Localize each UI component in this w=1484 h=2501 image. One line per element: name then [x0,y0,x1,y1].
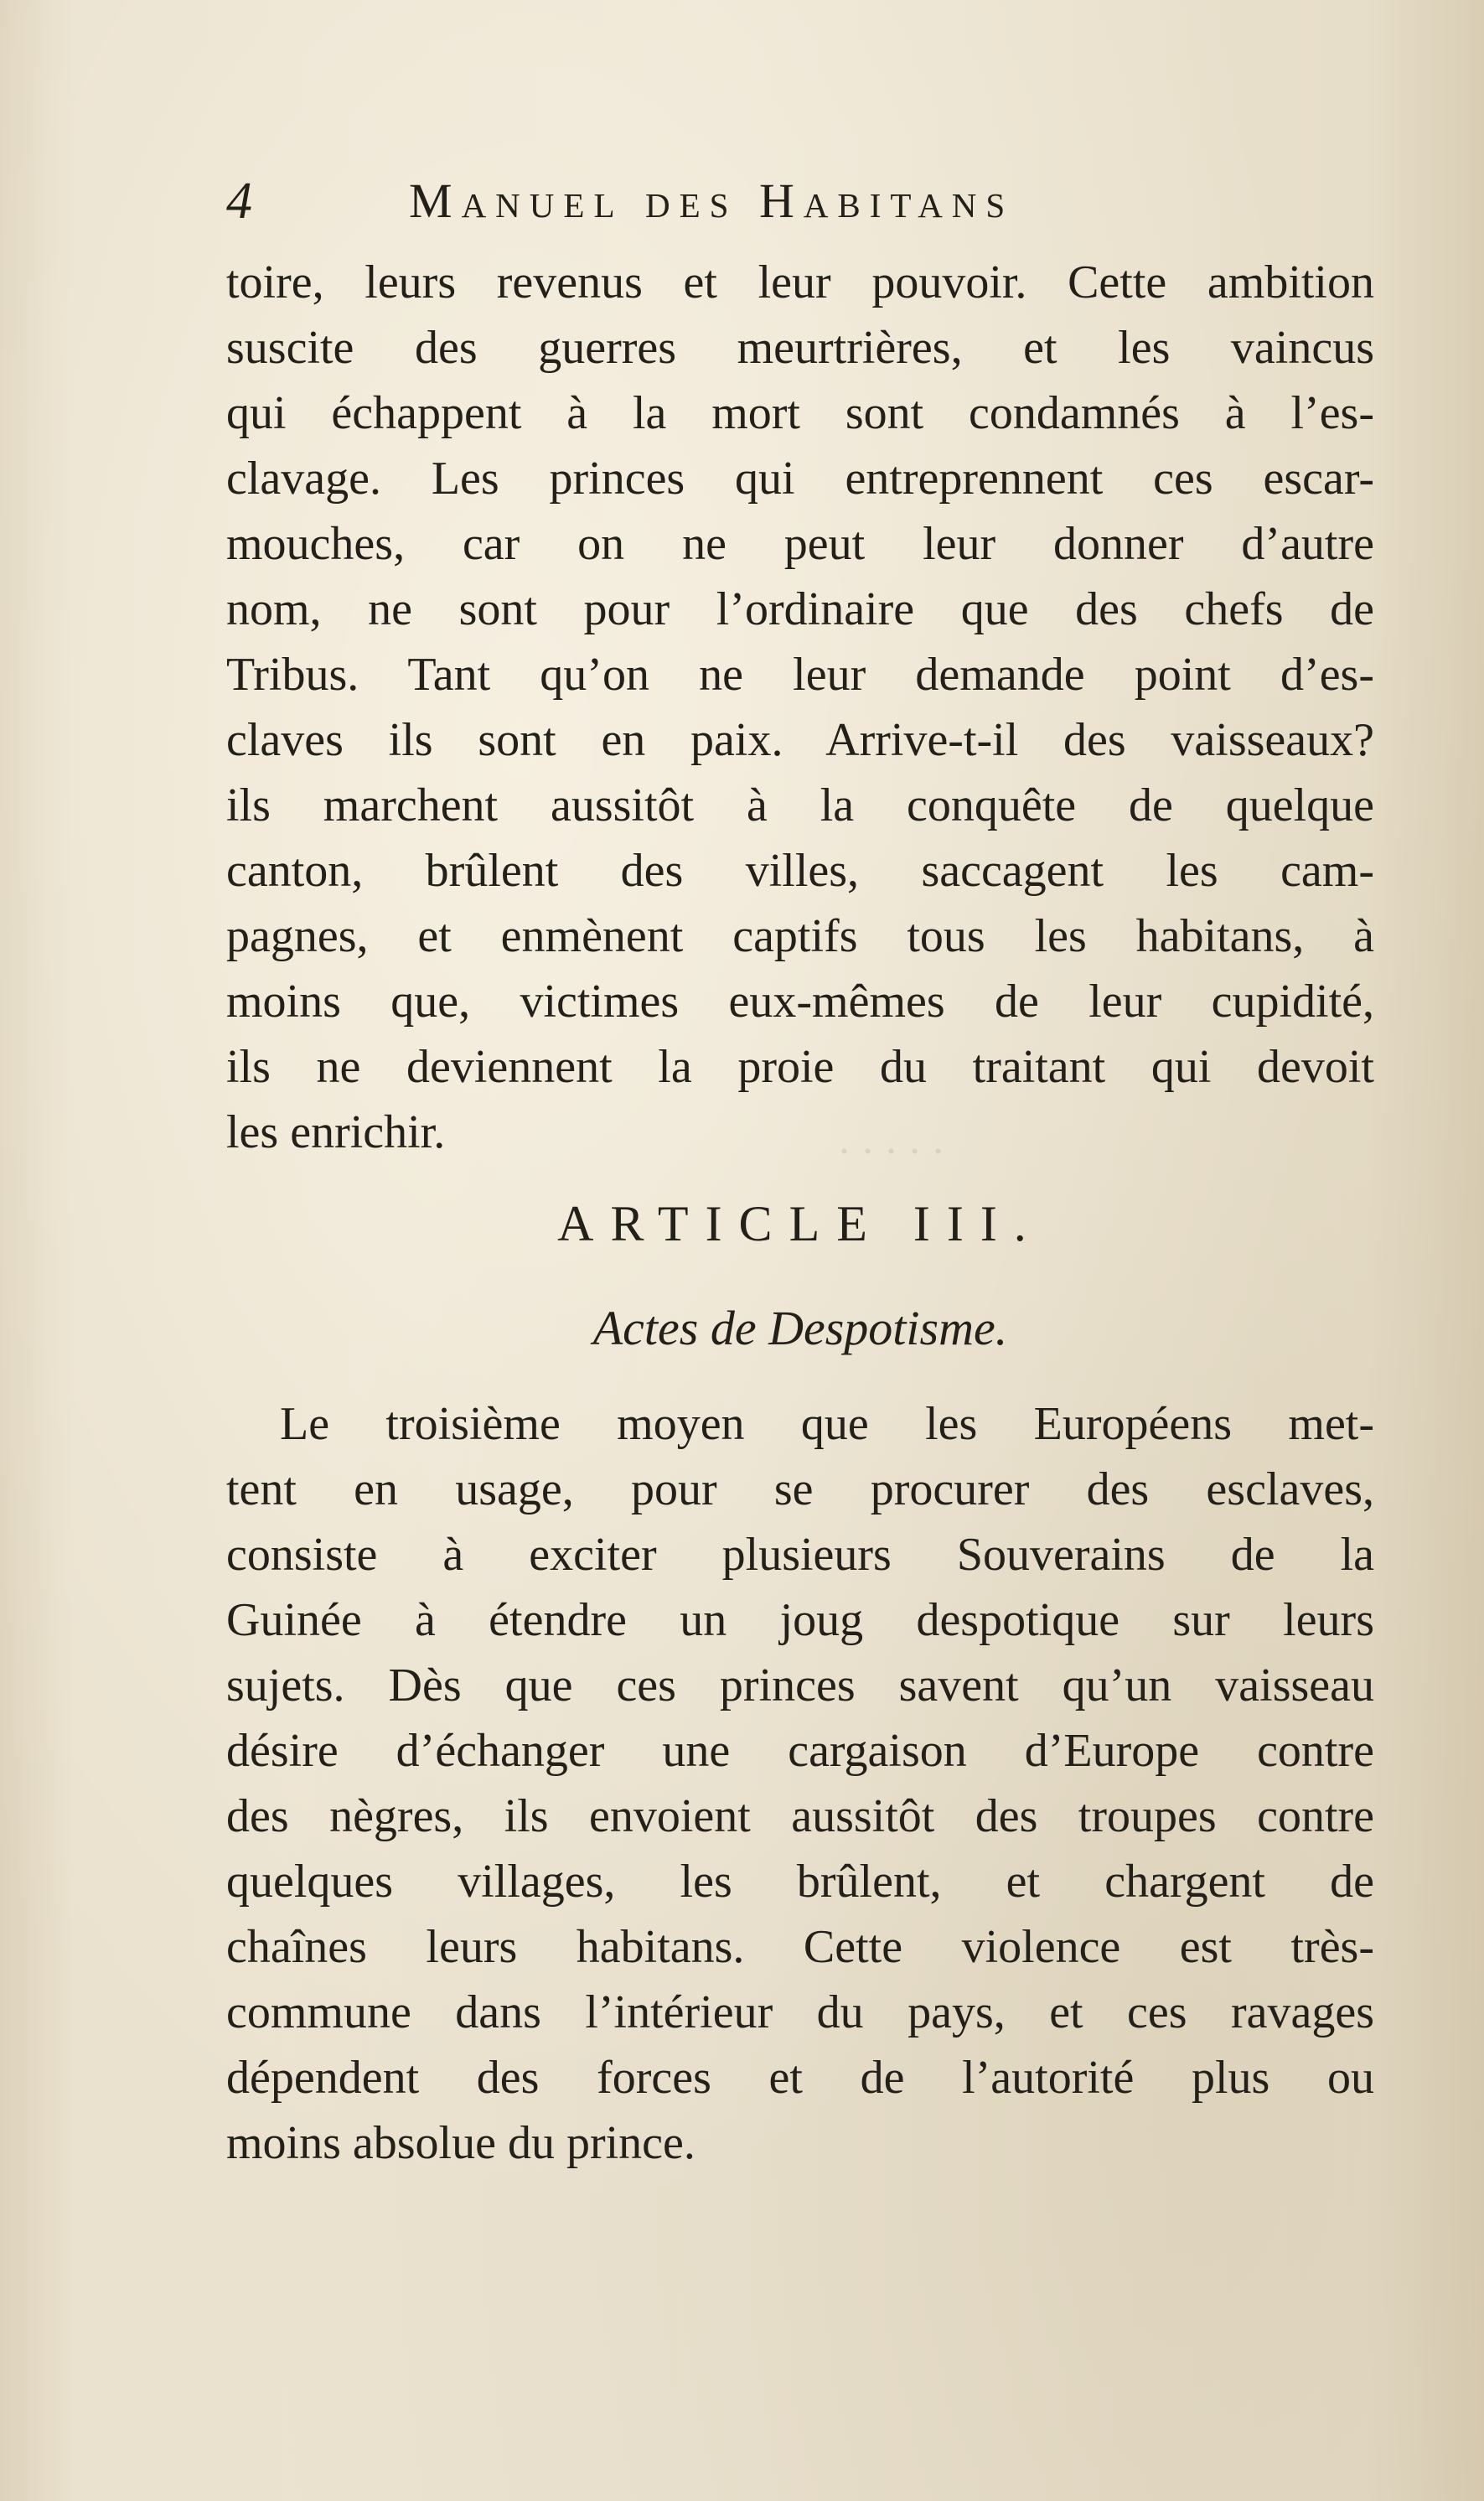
text-line: des nègres, ils envoient aussitôt des troupes contre [226,1790,1374,1842]
text-line: Tribus. Tant qu’on ne leur demande point d’es- [226,649,1374,701]
text-line: moins absolue du prince. [226,2117,695,2169]
text-line: commune dans l’intérieur du pays, et ces ravages [226,1986,1374,2038]
text-line: quelques villages, les brûlent, et chargent de [226,1856,1374,1908]
running-title: Manuel des Habitans [409,173,1015,228]
text-line: consiste à exciter plusieurs Souverains de la [226,1529,1374,1581]
text-line: moins que, victimes eux-mêmes de leur cupidité, [226,976,1374,1028]
paragraph [226,1391,1374,2176]
show-through-text: . . . . . [838,1116,944,1163]
text-line: nom, ne sont pour l’ordinaire que des chefs de [226,583,1374,635]
text-line: dépendent des forces et de l’autorité plus ou [226,2052,1374,2104]
text-line: Le troisième moyen que les Européens met- [280,1398,1374,1450]
article-heading: ARTICLE III. [557,1196,1043,1251]
text-line: pagnes, et enmènent captifs tous les habitans, à [226,910,1374,962]
text-line: ils marchent aussitôt à la conquête de quelque [226,779,1374,831]
text-line: suscite des guerres meurtrières, et les vaincus [226,322,1374,374]
text-line: désire d’échanger une cargaison d’Europe contre [226,1725,1374,1777]
text-line: chaînes leurs habitans. Cette violence est très- [226,1921,1374,1973]
article-subheading: Actes de Despotisme. [592,1301,1008,1355]
paragraph-continued [226,250,1374,1165]
text-line: ils ne deviennent la proie du traitant qui devoit [226,1041,1374,1093]
text-line: les enrichir. [226,1106,446,1158]
text-line: mouches, car on ne peut leur donner d’autre [226,518,1374,570]
text-line: sujets. Dès que ces princes savent qu’un vaisseau [226,1660,1374,1711]
text-line: qui échappent à la mort sont condamnés à l’es- [226,387,1374,439]
page-number: 4 [226,173,252,230]
text-line: Guinée à étendre un joug despotique sur leurs [226,1594,1374,1646]
text-line: toire, leurs revenus et leur pouvoir. Cette ambition [226,256,1374,308]
text-line: clavage. Les princes qui entreprennent ces escar- [226,453,1374,505]
text-line: claves ils sont en paix. Arrive-t-il des vaisseaux? [226,714,1374,766]
text-line: canton, brûlent des villes, saccagent les cam- [226,845,1374,897]
running-head [226,168,1332,235]
text-line: tent en usage, pour se procurer des esclaves, [226,1463,1374,1515]
